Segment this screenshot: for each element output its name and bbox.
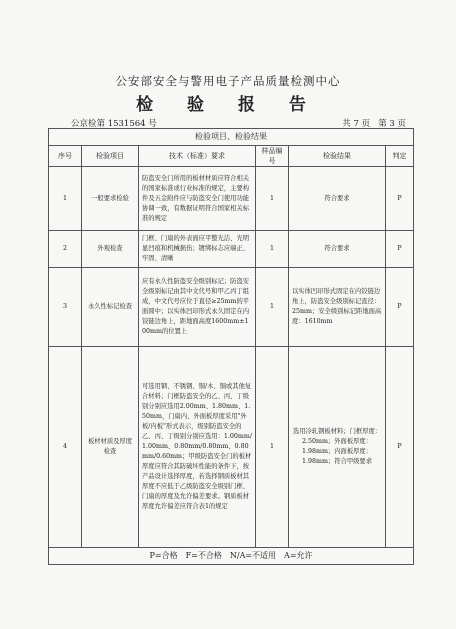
col-header: 检验项目 <box>82 146 139 167</box>
row-no: 2 <box>49 231 82 268</box>
row-requirement: 防盗安全门所用的板材材质应符合相关的国家标准或行业标准的规定，主要构件及五金附件应与防盗安全门使用功能协调一致，有数据证明符合国家相关标准的规定 <box>139 167 256 231</box>
row-result: 符合要求 <box>289 167 386 231</box>
row-result: 以实体凹印形式固定在内铰链边角上，防盗安全级别标记直径：25mm；安全级别标记距地面高度：1610mm <box>289 268 386 347</box>
row-item: 板材材质及厚度检查 <box>82 347 139 548</box>
inspection-table <box>48 128 414 565</box>
row-no: 3 <box>49 268 82 347</box>
row-verdict: P <box>386 167 414 231</box>
table-row <box>49 167 414 231</box>
row-sample: 1 <box>256 231 289 268</box>
row-verdict: P <box>386 347 414 548</box>
report-title: 检 验 报 告 <box>136 95 320 115</box>
report-number: 公京检第 1531564 号 <box>71 119 157 129</box>
row-no: 4 <box>49 347 82 548</box>
col-header: 检验结果 <box>289 146 386 167</box>
section-title: 检验项目、检验结果 <box>49 129 414 146</box>
row-requirement: 门框、门扇的外表面应平整光洁、光明显凹痕和机械损伤；镀绑标志应端正、牢固、清晰 <box>139 231 256 268</box>
row-verdict: P <box>386 268 414 347</box>
row-sample: 1 <box>256 347 289 548</box>
legend: P=合格 F=不合格 N/A=不适用 A=允许 <box>49 548 414 565</box>
section-title-row <box>49 129 414 146</box>
col-header: 样品编号 <box>256 146 289 167</box>
row-result: 选用冷轧钢板材料；门框厚度：2.50mm；外面板厚度：1.98mm；内面板厚度：1.98mm；符合甲级要求 <box>289 347 386 548</box>
table-row <box>49 268 414 347</box>
row-requirement: 应有永久性防盗安全级别标记；防盗安全级别标记由其中文代号和甲乙丙丁组成，中文代号应位于直径≥25mm的平面圆中；以实体凹印形式永久固定在内铰链边角上，距地面高度1600mm±100mm的位置上 <box>139 268 256 347</box>
row-requirement: 可选用钢、不锈钢、铜/木、铜或其他复合材料；门框防盗安全的乙、丙、丁级别分别应选用2.00mm、1.80mm、1.50mm，门扇内、外面板厚度采用"外板/内板"形式表示，级别防盗安全的乙、丙、丁级别分别应选用：1.00mm/1.00mm、0.80mm/0.80mm、0.80mm/0.60mm；甲级防盗安全门的板材厚度应符合其防破坏性能的条件下，按产品设计选择厚度，若选择钢质板材其厚度不应低于乙级防盗安全级别门框、门扇的厚度及允许偏差要求。钢质板材厚度允许偏差应符合表1的规定 <box>139 347 256 548</box>
row-sample: 1 <box>256 167 289 231</box>
legend-row <box>49 548 414 565</box>
row-item: 一般要求检验 <box>82 167 139 231</box>
org-name: 公安部安全与警用电子产品质量检测中心 <box>115 74 341 88</box>
col-header: 技术（标准）要求 <box>139 146 256 167</box>
col-header: 序号 <box>49 146 82 167</box>
row-sample: 1 <box>256 268 289 347</box>
header-row <box>49 146 414 167</box>
table-row <box>49 347 414 548</box>
row-no: 1 <box>49 167 82 231</box>
table-row <box>49 231 414 268</box>
page-number: 第 3 页 <box>378 119 406 129</box>
row-item: 永久性标记检查 <box>82 268 139 347</box>
row-verdict: P <box>386 231 414 268</box>
row-result: 符合要求 <box>289 231 386 268</box>
total-pages: 共 7 页 <box>342 119 371 129</box>
col-header: 判定 <box>386 146 414 167</box>
row-item: 外观检查 <box>82 231 139 268</box>
